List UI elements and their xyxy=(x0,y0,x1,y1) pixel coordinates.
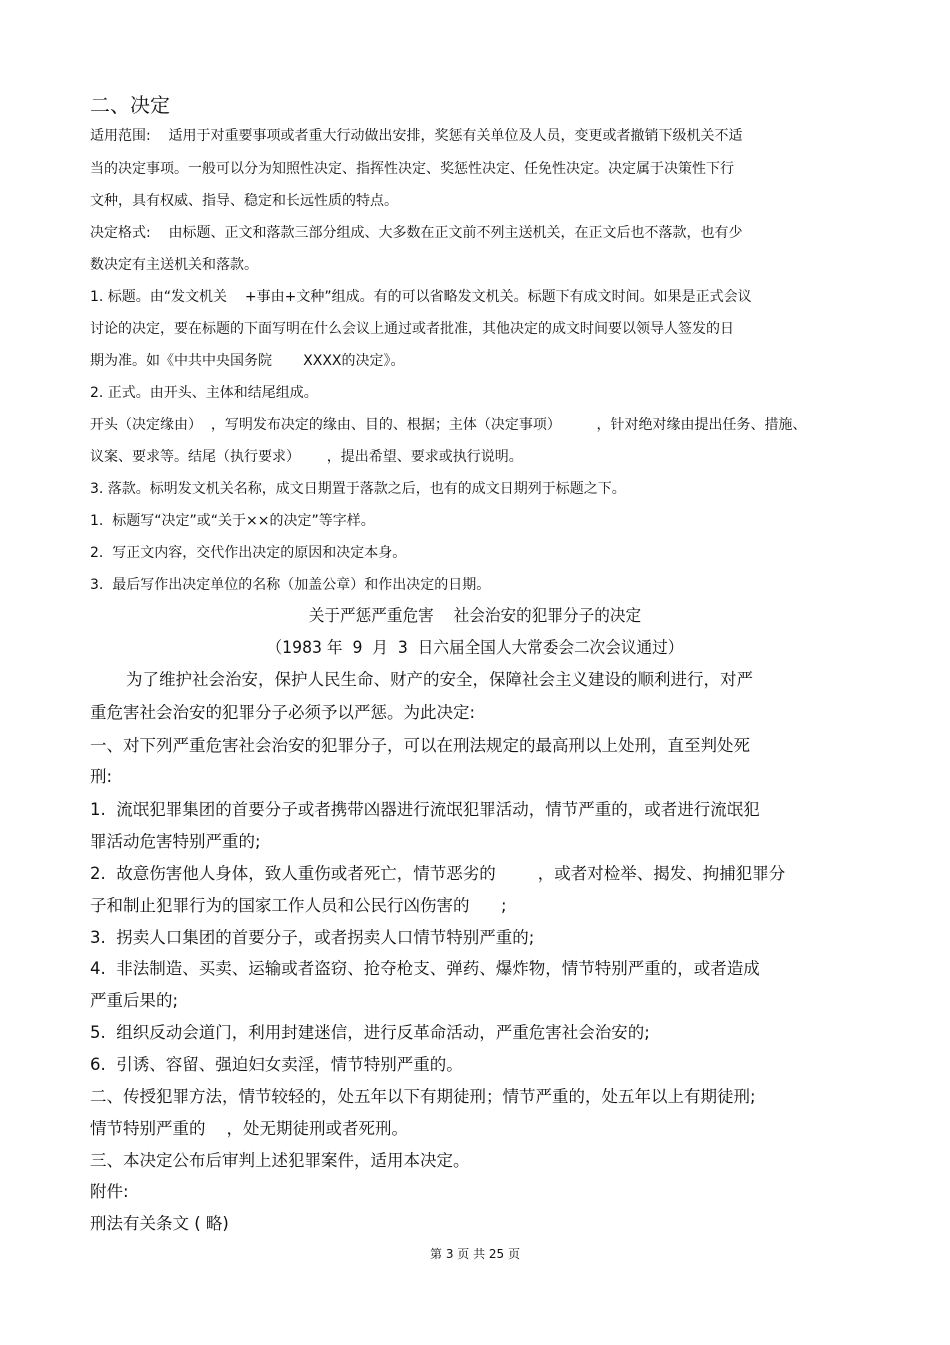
body-line-3: 一、对下列严重危害社会治安的犯罪分子，可以在刑法规定的最高刑以上处刑，直至判处死 xyxy=(90,736,750,755)
body-line-16: 三、本决定公布后审判上述犯罪案件，适用本决定。 xyxy=(90,1151,470,1170)
body-line-11: 严重后果的; xyxy=(90,991,179,1010)
intro-line-14: 2. 写正文内容，交代作出决定的原因和决定本身。 xyxy=(90,545,407,561)
body-line-8: 子和制止犯罪行为的国家工作人员和公民行凶伤害的 ; xyxy=(90,896,507,915)
body-line-5: 1. 流氓犯罪集团的首要分子或者携带凶器进行流氓犯罪活动，情节严重的，或者进行流氓犯 xyxy=(90,800,760,819)
intro-line-12: 3. 落款。标明发文机关名称，成文日期置于落款之后，也有的成文日期列于标题之下。 xyxy=(90,481,626,497)
intro-line-2: 当的决定事项。一般可以分为知照性决定、指挥性决定、奖惩性决定、任免性决定。决定属于决策性下行 xyxy=(90,161,734,177)
body-line-7: 2. 故意伤害他人身体，致人重伤或者死亡，情节恶劣的 ，或者对检举、揭发、拘捕犯罪分 xyxy=(90,864,786,883)
body-line-17: 附件: xyxy=(90,1182,129,1201)
intro-line-3: 文种，具有权威、指导、稳定和长远性质的特点。 xyxy=(90,193,398,209)
body-line-9: 3. 拐卖人口集团的首要分子，或者拐卖人口情节特别严重的; xyxy=(90,928,535,947)
decision-title: 关于严惩严重危害 社会治安的犯罪分子的决定 xyxy=(308,606,642,625)
body-line-10: 4. 非法制造、买卖、运输或者盗窃、抢夺枪支、弹药、爆炸物，情节特别严重的，或者造成 xyxy=(90,959,760,978)
intro-line-7: 讨论的决定，要在标题的下面写明在什么会议上通过或者批准，其他决定的成文时间要以领导人签发的日 xyxy=(90,321,734,337)
intro-line-10: 开头（决定缘由） ，写明发布决定的缘由、目的、根据；主体（决定事项） ，针对绝对缘由提出任务、措施、 xyxy=(90,417,807,433)
body-line-13: 6. 引诱、容留、强迫妇女卖淫，情节特别严重的。 xyxy=(90,1055,463,1074)
intro-line-9: 2. 正式。由开头、主体和结尾组成。 xyxy=(90,385,318,401)
intro-line-6: 1. 标题。由“发文机关 +事由+文种”组成。有的可以省略发文机关。标题下有成文时间。如果是正式会议 xyxy=(90,289,752,305)
body-line-12: 5. 组织反动会道门，利用封建迷信，进行反革命活动，严重危害社会治安的; xyxy=(90,1023,650,1042)
body-line-4: 刑: xyxy=(90,767,113,786)
page-footer: 第 3 页 共 25 页 xyxy=(430,1247,520,1261)
body-line-6: 罪活动危害特别严重的; xyxy=(90,832,261,851)
intro-line-4: 决定格式: 由标题、正文和落款三部分组成、大多数在正文前不列主送机关，在正文后也不落款，也有少 xyxy=(90,225,743,241)
body-line-14: 二、传授犯罪方法，情节较轻的，处五年以下有期徒刑；情节严重的，处五年以上有期徒刑; xyxy=(90,1087,756,1106)
body-line-18: 刑法有关条文 ( 略) xyxy=(90,1214,229,1233)
intro-line-11: 议案、要求等。结尾（执行要求） ，提出希望、要求或执行说明。 xyxy=(90,449,523,465)
body-line-15: 情节特别严重的 ，处无期徒刑或者死刑。 xyxy=(90,1119,408,1138)
body-line-1: 为了维护社会治安，保护人民生命、财产的安全，保障社会主义建设的顺利进行，对严 xyxy=(126,670,753,689)
intro-line-5: 数决定有主送机关和落款。 xyxy=(90,257,258,273)
intro-line-8: 期为准。如《中共中央国务院 XXXX的决定》。 xyxy=(90,353,405,369)
decision-subtitle: （1983 年 9 月 3 日六届全国人大常委会二次会议通过） xyxy=(266,638,684,657)
section-heading: 二、决定 xyxy=(90,93,170,117)
intro-line-15: 3. 最后写作出决定单位的名称（加盖公章）和作出决定的日期。 xyxy=(90,577,491,593)
intro-line-13: 1. 标题写“决定”或“关于××的决定”等字样。 xyxy=(90,513,375,529)
intro-line-1: 适用范围: 适用于对重要事项或者重大行动做出安排，奖惩有关单位及人员，变更或者撤销下级机关不适 xyxy=(90,128,743,144)
body-line-2: 重危害社会治安的犯罪分子必须予以严惩。为此决定: xyxy=(90,703,476,722)
